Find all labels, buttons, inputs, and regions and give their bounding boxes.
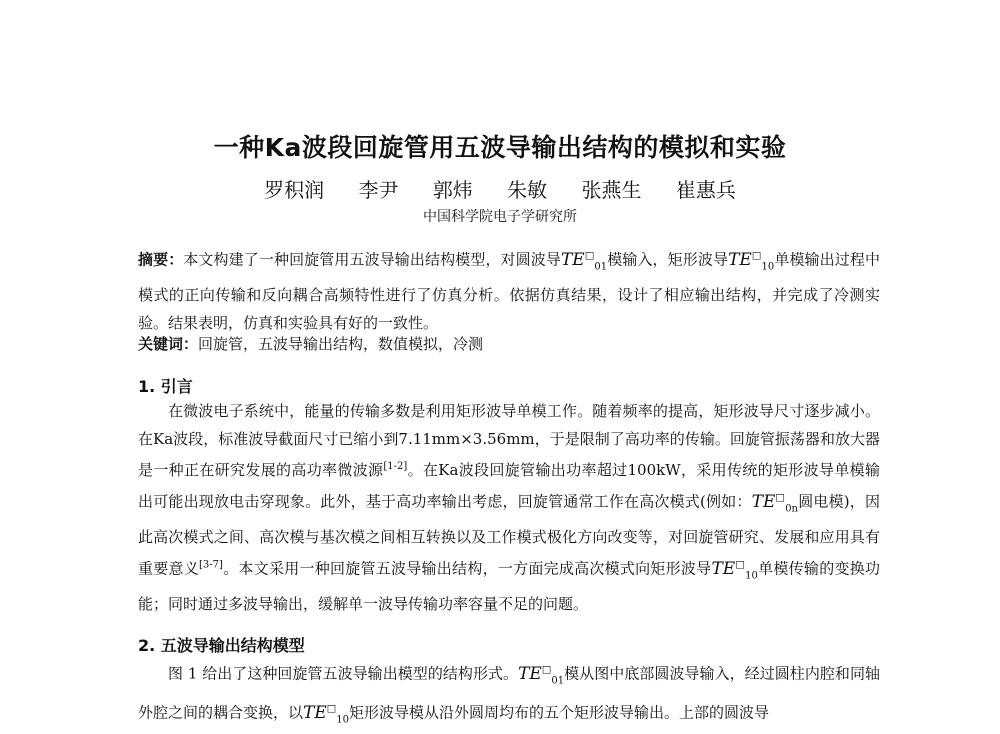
abstract-text: 单模输出过程中模式的正向传输和反向耦合高频特性进行了仿真分析。依据仿真结果，设计了相应输出结构，并完成了冷测实验。结果表明，仿真和实验具有好的一致性。 (138, 250, 880, 333)
abstract-text: 本文构建了一种回旋管用五波导输出结构模型，对圆波导 (183, 250, 561, 269)
citation[interactable]: [3-7] (199, 559, 223, 571)
te0n-symbol: $TE^□_{0n}$ (751, 491, 798, 515)
affiliation: 中国科学院电子学研究所 (423, 209, 577, 225)
model-paragraph: 图 1 给出了这种回旋管五波导输出模型的结构形式。$TE^□_{01}$模从图中底部圆波导输入，经过圆柱内腔和同轴外腔之间的耦合变换，以$TE^□_{10}$矩形波导模从沿外圆周均布的五个矩形波导输出。上部的圆波导 (138, 663, 881, 726)
section-heading-intro: 1. 引言 (138, 377, 193, 396)
te01-symbol: $TE^□_{01}$ (560, 249, 608, 273)
author-list (0, 174, 1000, 203)
keywords-text: 回旋管，五波导输出结构，数值模拟，冷测 (198, 335, 484, 353)
intro-paragraph: 在微波电子系统中，能量的传输多数是利用矩形波导单模工作。随着频率的提高，矩形波导尺寸逐步减小。在Ka波段，标准波导截面尺寸已缩小到7.11mm×3.56mm，于是限制了高功率的传输。回旋管振荡器和放大器是一种正在研究发展的高功率微波源[1-2]。在Ka波段回旋管输出功率超过100kW，采用传统的矩形波导单模输出可能出现放电击穿现象。此外，基于高功率输出考虑，回旋管通常工作在高次模式(例如：$TE^□_{0n}$圆电模)，因此高次模式之间、高次模与基次模之间相互转换以及工作模式极化方向改变等，对回旋管研究、发展和应用具有重要意义[3-7]。本文采用一种回旋管五波导输出结构，一方面完成高次模式向矩形波导$TE^□_{10}$单模传输的变换功能；同时通过多波导输出，缓解单一波导传输功率容量不足的问题。 (138, 402, 880, 614)
te10-symbol: $TE^□_{10}$ (303, 702, 349, 726)
author: 李尹 (358, 178, 399, 202)
author: 罗积润 (264, 178, 325, 202)
section-heading-model: 2. 五波导输出结构模型 (138, 636, 305, 655)
author: 崔惠兵 (675, 178, 736, 202)
author: 朱敏 (507, 178, 548, 202)
abstract-text: 模输入，矩形波导 (607, 250, 729, 269)
author: 郭炜 (432, 178, 473, 202)
te10-symbol: $TE^□_{10}$ (728, 249, 775, 273)
keywords (138, 330, 880, 358)
abstract-label: 摘要： (138, 250, 184, 269)
te01-symbol: $TE^□_{01}$ (518, 663, 565, 687)
abstract (138, 242, 880, 337)
keywords-label: 关键词： (138, 335, 199, 353)
citation[interactable]: [1-2] (383, 461, 408, 472)
author: 张燕生 (581, 178, 642, 202)
paper-title: 一种Ka波段回旋管用五波导输出结构的模拟和实验 (213, 133, 787, 162)
te10-symbol: $TE^□_{10}$ (711, 558, 758, 582)
